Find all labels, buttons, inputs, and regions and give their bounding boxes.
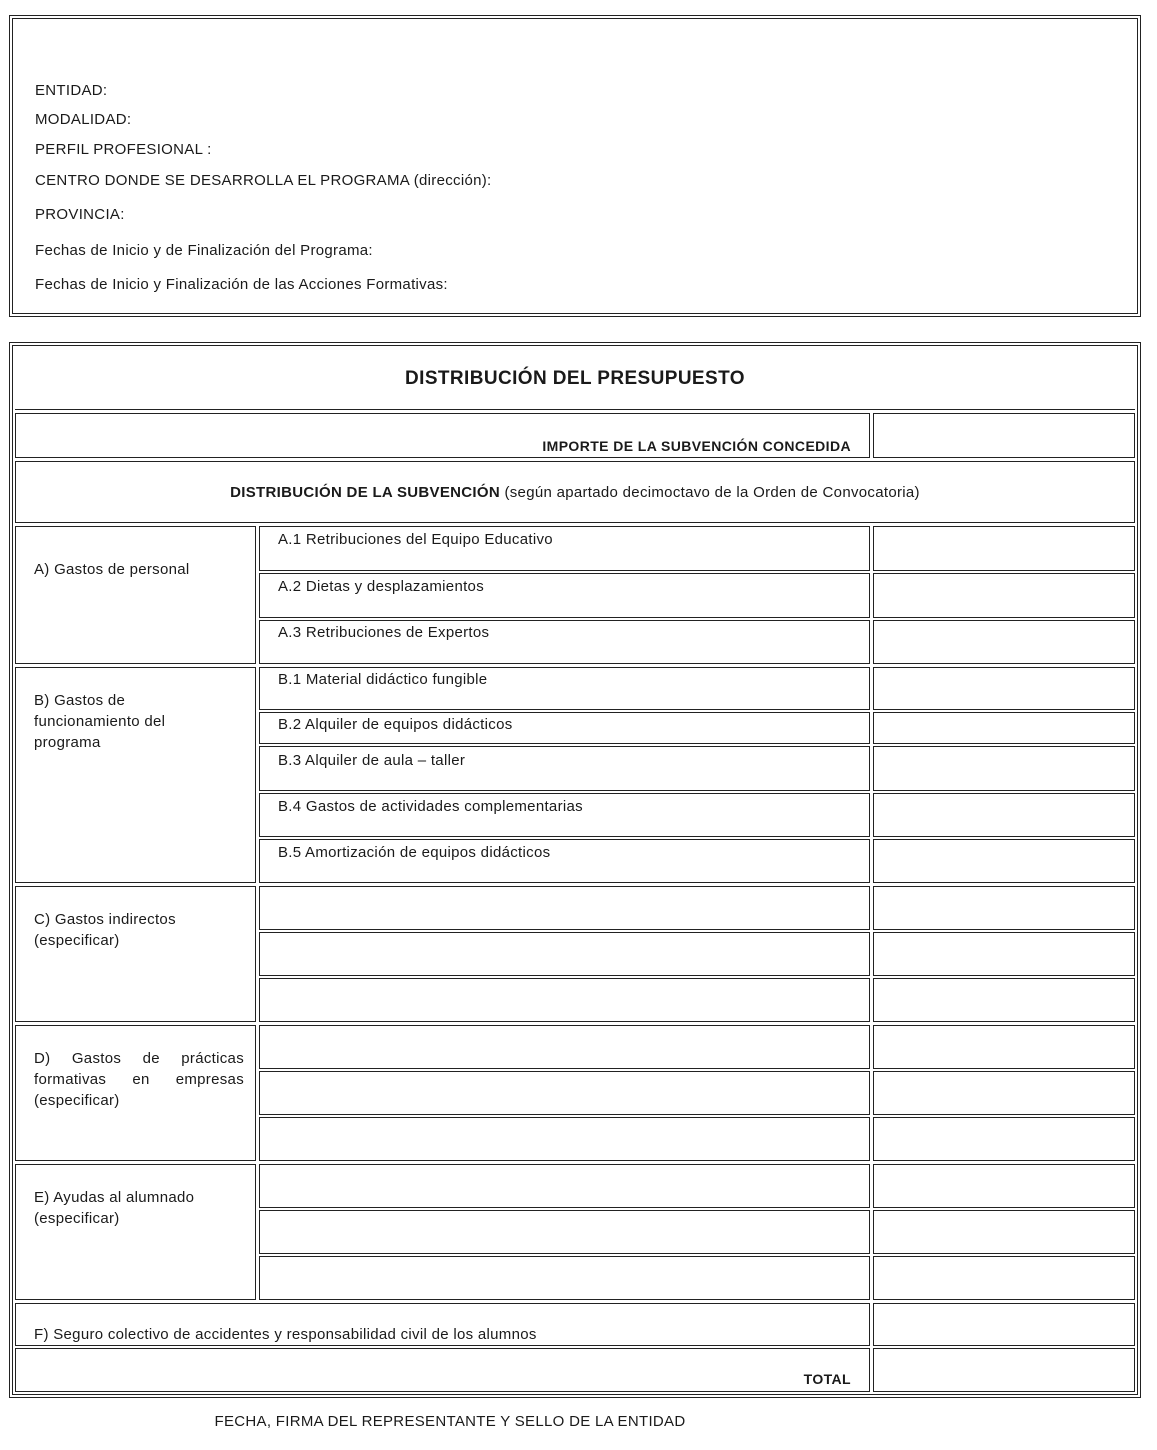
item-b5-label: B.5 Amortización de equipos didácticos [278,844,551,861]
item-c3-amount[interactable] [873,978,1135,1022]
info-box [12,18,1138,314]
item-a3-cell [259,620,870,664]
group-c-cell [15,886,256,1022]
budget-title: DISTRIBUCIÓN DEL PRESUPUESTO [405,368,745,389]
item-a1-label: A.1 Retribuciones del Equipo Educativo [278,531,553,548]
item-a1-amount[interactable] [873,526,1135,571]
distribucion-note: (según apartado decimoctavo de la Orden de Convocatoria) [499,484,920,501]
signature-footer: FECHA, FIRMA DEL REPRESENTANTE Y SELLO DE LA ENTIDAD [214,1413,686,1430]
group-d-cell [15,1025,256,1161]
group-a-cell [15,526,256,664]
item-a2-label: A.2 Dietas y desplazamientos [278,578,484,595]
total-label-cell [15,1348,870,1392]
budget-title-row [15,348,1135,410]
item-b4-label: B.4 Gastos de actividades complementarias [278,798,583,815]
item-b1-amount[interactable] [873,667,1135,710]
seguro-label: F) Seguro colectivo de accidentes y responsabilidad civil de los alumnos [34,1326,537,1343]
item-d1-amount[interactable] [873,1025,1135,1069]
distribucion-text [16,484,1134,501]
item-e2-cell[interactable] [259,1210,870,1254]
field-fechas-acciones: Fechas de Inicio y Finalización de las Acciones Formativas: [35,276,448,293]
group-b-cell [15,667,256,883]
item-b4-cell [259,793,870,837]
total-label: TOTAL [803,1371,851,1387]
group-c-label: C) Gastos indirectos (especificar) [34,911,176,949]
group-e-cell [15,1164,256,1300]
item-b1-label: B.1 Material didáctico fungible [278,671,488,688]
item-c1-amount[interactable] [873,886,1135,930]
field-centro: CENTRO DONDE SE DESARROLLA EL PROGRAMA (dirección): [35,172,492,189]
item-a2-cell [259,573,870,618]
item-c1-cell[interactable] [259,886,870,930]
field-modalidad: MODALIDAD: [35,111,132,128]
item-b2-cell [259,712,870,744]
importe-amount-cell[interactable] [873,413,1135,458]
item-a3-amount[interactable] [873,620,1135,664]
item-b2-label: B.2 Alquiler de equipos didácticos [278,716,513,733]
item-e2-amount[interactable] [873,1210,1135,1254]
seguro-amount[interactable] [873,1303,1135,1346]
item-a1-cell [259,526,870,571]
field-entidad: ENTIDAD: [35,82,108,99]
item-b5-amount[interactable] [873,839,1135,883]
group-e-label: E) Ayudas al alumnado (especificar) [34,1189,195,1227]
group-b-label: B) Gastos de funcionamiento del programa [34,692,166,751]
distribucion-heading: DISTRIBUCIÓN DE LA SUBVENCIÓN [230,484,500,501]
distribucion-row [15,461,1135,523]
item-d2-amount[interactable] [873,1071,1135,1115]
item-b1-cell [259,667,870,710]
item-e3-cell[interactable] [259,1256,870,1300]
item-c2-amount[interactable] [873,932,1135,976]
item-e1-cell[interactable] [259,1164,870,1208]
item-d2-cell[interactable] [259,1071,870,1115]
item-d3-cell[interactable] [259,1117,870,1161]
importe-label: IMPORTE DE LA SUBVENCIÓN CONCEDIDA [542,438,851,454]
item-d3-amount[interactable] [873,1117,1135,1161]
field-perfil-profesional: PERFIL PROFESIONAL : [35,141,212,158]
item-c2-cell[interactable] [259,932,870,976]
field-fechas-programa: Fechas de Inicio y de Finalización del Programa: [35,242,373,259]
total-amount[interactable] [873,1348,1135,1392]
item-b5-cell [259,839,870,883]
item-b3-amount[interactable] [873,746,1135,791]
item-c3-cell[interactable] [259,978,870,1022]
item-b3-label: B.3 Alquiler de aula – taller [278,752,466,769]
item-d1-cell[interactable] [259,1025,870,1069]
importe-label-cell [15,413,870,458]
seguro-cell [15,1303,870,1346]
item-e3-amount[interactable] [873,1256,1135,1300]
item-a2-amount[interactable] [873,573,1135,618]
item-a3-label: A.3 Retribuciones de Expertos [278,624,490,641]
item-e1-amount[interactable] [873,1164,1135,1208]
group-d-label: D) Gastos de prácticas formativas en empresas (especificar) [34,1050,244,1109]
group-a-label: A) Gastos de personal [34,561,190,578]
item-b4-amount[interactable] [873,793,1135,837]
item-b2-amount[interactable] [873,712,1135,744]
item-b3-cell [259,746,870,791]
field-provincia: PROVINCIA: [35,206,125,223]
